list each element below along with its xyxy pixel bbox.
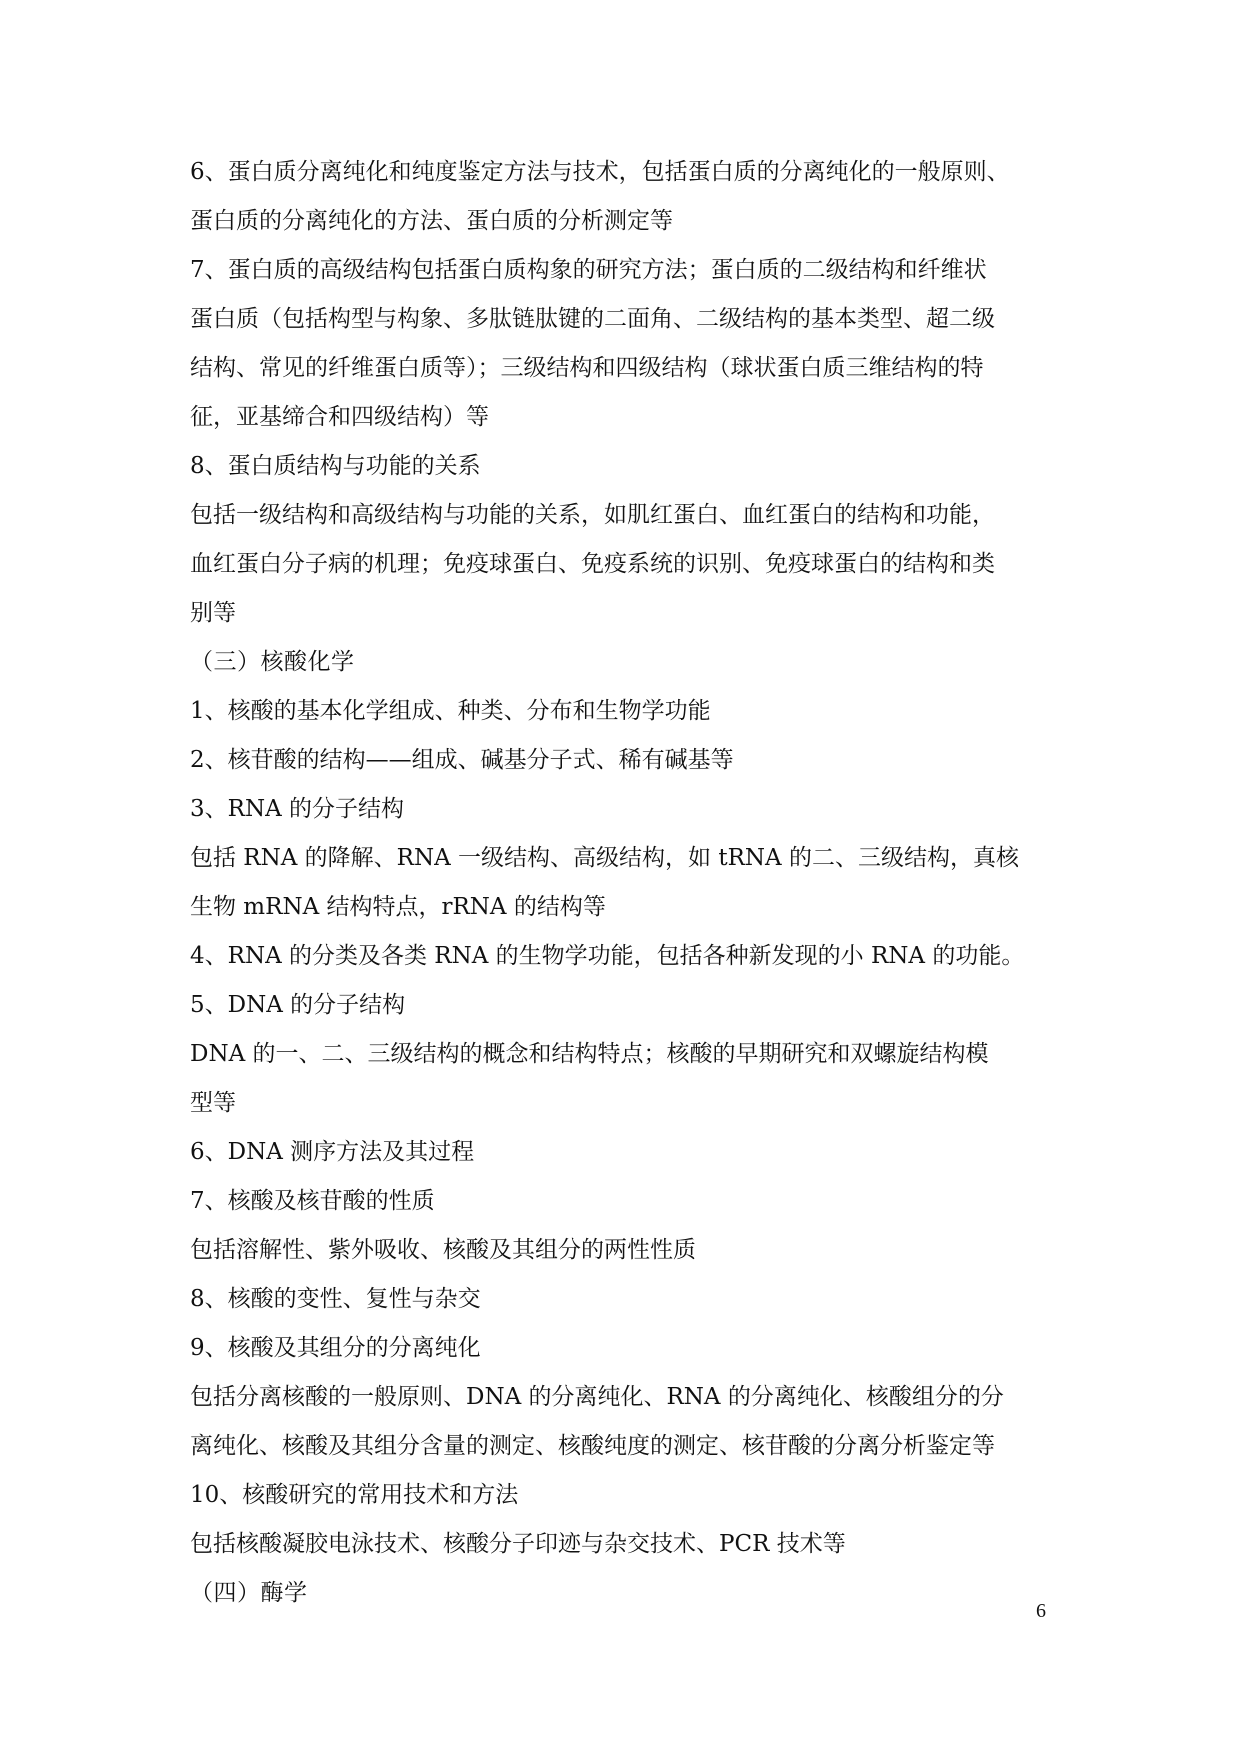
- text-line: 7、核酸及核苷酸的性质: [190, 1188, 435, 1214]
- text-line: 蛋白质的分离纯化的方法、蛋白质的分析测定等: [190, 208, 673, 234]
- text-line: 离纯化、核酸及其组分含量的测定、核酸纯度的测定、核苷酸的分离分析鉴定等: [190, 1433, 995, 1459]
- text-line: 别等: [190, 600, 236, 626]
- text-line: 型等: [190, 1090, 236, 1116]
- text-line: 6、蛋白质分离纯化和纯度鉴定方法与技术，包括蛋白质的分离纯化的一般原则、: [190, 159, 1010, 185]
- text-line: 包括溶解性、紫外吸收、核酸及其组分的两性性质: [190, 1237, 696, 1263]
- text-line: 结构、常见的纤维蛋白质等）；三级结构和四级结构（球状蛋白质三维结构的特: [190, 355, 984, 381]
- text-line: 5、DNA 的分子结构: [190, 992, 406, 1018]
- text-line: 包括分离核酸的一般原则、DNA 的分离纯化、RNA 的分离纯化、核酸组分的分: [190, 1384, 1004, 1410]
- text-line: 8、核酸的变性、复性与杂交: [190, 1286, 481, 1312]
- text-line: 7、蛋白质的高级结构包括蛋白质构象的研究方法；蛋白质的二级结构和纤维状: [190, 257, 987, 283]
- text-line: 10、核酸研究的常用技术和方法: [190, 1482, 519, 1508]
- text-line: 3、RNA 的分子结构: [190, 796, 404, 822]
- text-line: 4、RNA 的分类及各类 RNA 的生物学功能，包括各种新发现的小 RNA 的功能。: [190, 943, 1025, 969]
- page-number: 6: [1036, 1600, 1046, 1622]
- text-line: 血红蛋白分子病的机理；免疫球蛋白、免疫系统的识别、免疫球蛋白的结构和类: [190, 551, 995, 577]
- text-line: 8、蛋白质结构与功能的关系: [190, 453, 481, 479]
- text-line: DNA 的一、二、三级结构的概念和结构特点；核酸的早期研究和双螺旋结构模: [190, 1041, 989, 1067]
- text-line: 征，亚基缔合和四级结构）等: [190, 404, 489, 430]
- text-line: 包括 RNA 的降解、RNA 一级结构、高级结构，如 tRNA 的二、三级结构，真核: [190, 845, 1019, 871]
- section-heading: （三）核酸化学: [190, 649, 355, 675]
- text-line: 2、核苷酸的结构——组成、碱基分子式、稀有碱基等: [190, 747, 734, 773]
- text-line: 包括核酸凝胶电泳技术、核酸分子印迹与杂交技术、PCR 技术等: [190, 1531, 846, 1557]
- section-heading: （四）酶学: [190, 1580, 308, 1606]
- text-line: 1、核酸的基本化学组成、种类、分布和生物学功能: [190, 698, 711, 724]
- text-line: 生物 mRNA 结构特点，rRNA 的结构等: [190, 894, 606, 920]
- text-line: 6、DNA 测序方法及其过程: [190, 1139, 475, 1165]
- text-line: 9、核酸及其组分的分离纯化: [190, 1335, 481, 1361]
- document-body: [190, 148, 1060, 1618]
- text-line: 蛋白质（包括构型与构象、多肽链肽键的二面角、二级结构的基本类型、超二级: [190, 306, 995, 332]
- text-line: 包括一级结构和高级结构与功能的关系，如肌红蛋白、血红蛋白的结构和功能，: [190, 502, 995, 528]
